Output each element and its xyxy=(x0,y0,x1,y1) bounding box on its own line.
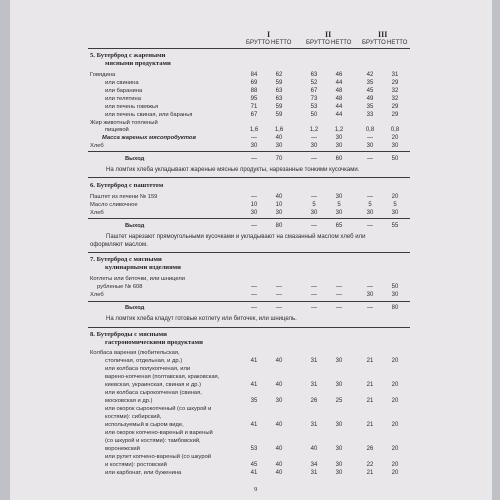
netto-header-2: НЕТТО xyxy=(331,40,352,46)
row-label: Выход xyxy=(125,156,145,162)
cell-2-brutto: 5 xyxy=(312,202,316,208)
cell-3-brutto: 21 xyxy=(366,398,374,404)
cell-2-brutto: 31 xyxy=(310,382,318,388)
cell-1-netto: 30 xyxy=(275,143,283,149)
row-label: Хлеб xyxy=(90,143,104,149)
section-8-title-line-2: гастрономическими продуктами xyxy=(105,339,203,346)
cell-3-netto: 20 xyxy=(391,398,399,404)
cell-1-netto: 70 xyxy=(275,156,283,162)
book-page xyxy=(10,0,492,500)
cell-3-brutto: 0,8 xyxy=(365,127,375,133)
cell-3-netto: 50 xyxy=(391,156,399,162)
row-label: Масса жареных мясопродуктов xyxy=(102,135,196,141)
section-6-title: 6. Бутерброд с паштетом xyxy=(90,182,164,189)
cell-2-netto: — xyxy=(336,284,342,290)
cell-1-netto: 40 xyxy=(275,422,283,428)
cell-1-brutto: 30 xyxy=(250,143,258,149)
cell-3-netto: 20 xyxy=(391,358,399,364)
cell-2-netto: 5 xyxy=(337,202,341,208)
section-rule xyxy=(88,327,410,328)
cell-3-netto: 0,8 xyxy=(390,127,400,133)
brutto-header-3: БРУТТО xyxy=(362,40,386,46)
cell-3-brutto: 33 xyxy=(366,112,374,118)
cell-3-netto: 20 xyxy=(391,462,399,468)
row-label: Выход xyxy=(125,305,145,311)
row-label: Хлеб xyxy=(90,292,104,298)
row-label: или окорок копчено-вареный и вареный xyxy=(105,430,213,436)
row-rule xyxy=(88,218,410,219)
row-label: киевская, украинская, свиная и др.) xyxy=(105,382,202,388)
cell-1-brutto: 1,6 xyxy=(249,127,259,133)
cell-1-brutto: — xyxy=(251,223,257,229)
cell-1-brutto: 41 xyxy=(250,422,258,428)
cell-1-brutto: — xyxy=(251,156,257,162)
cell-3-netto: 20 xyxy=(391,194,399,200)
cell-2-brutto: 53 xyxy=(310,104,318,110)
cell-1-netto: 59 xyxy=(275,112,283,118)
row-label: или печень говяжья xyxy=(105,104,159,110)
cell-3-netto: 31 xyxy=(391,72,399,78)
cell-3-brutto: 21 xyxy=(366,382,374,388)
cell-3-netto: 20 xyxy=(391,446,399,452)
cell-3-brutto: 30 xyxy=(366,292,374,298)
cell-1-netto: — xyxy=(276,284,282,290)
row-label: столичная, отдельная, и др.) xyxy=(105,358,183,364)
cell-3-brutto: 42 xyxy=(366,72,374,78)
cell-2-brutto: — xyxy=(311,223,317,229)
cell-1-brutto: — xyxy=(251,194,257,200)
cell-2-netto: 44 xyxy=(335,104,343,110)
netto-header-3: НЕТТО xyxy=(387,40,408,46)
cell-2-brutto: — xyxy=(311,194,317,200)
cell-3-netto: 29 xyxy=(391,104,399,110)
section-7-title-line-1: 7. Бутерброд с мясными xyxy=(90,256,162,263)
cell-3-brutto: — xyxy=(367,223,373,229)
netto-header-1: НЕТТО xyxy=(271,40,292,46)
cell-2-brutto: 31 xyxy=(310,358,318,364)
cell-3-brutto: 30 xyxy=(366,143,374,149)
cell-1-netto: 40 xyxy=(275,470,283,476)
row-label: используемый в сыром виде, xyxy=(105,422,184,428)
cell-2-brutto: 30 xyxy=(310,143,318,149)
cell-2-netto: 65 xyxy=(335,223,343,229)
table-row xyxy=(10,156,492,166)
cell-1-brutto: 71 xyxy=(250,104,258,110)
column-group-2: II xyxy=(325,30,332,39)
cell-3-netto: 50 xyxy=(391,284,399,290)
table-row xyxy=(10,223,492,233)
row-label: или окорок сырокопченый (со шкурой и xyxy=(105,406,212,412)
cell-3-netto: 32 xyxy=(391,88,399,94)
cell-2-brutto: — xyxy=(311,305,317,311)
cell-2-netto: 60 xyxy=(335,156,343,162)
row-label: пищевой xyxy=(105,127,129,133)
cell-1-brutto: — xyxy=(251,284,257,290)
row-label: или колбаса полукопченая, или xyxy=(105,366,191,372)
cell-2-brutto: 26 xyxy=(310,398,318,404)
cell-3-netto: 20 xyxy=(391,470,399,476)
cell-3-netto: 80 xyxy=(391,305,399,311)
cell-2-netto: 30 xyxy=(335,135,343,141)
table-row xyxy=(10,305,492,315)
cell-2-brutto: 30 xyxy=(310,210,318,216)
cell-2-brutto: 31 xyxy=(310,470,318,476)
cell-3-brutto: 22 xyxy=(366,462,374,468)
cell-2-netto: 44 xyxy=(335,80,343,86)
cell-2-brutto: 63 xyxy=(310,72,318,78)
cell-1-netto: 40 xyxy=(275,462,283,468)
cell-3-brutto: 21 xyxy=(366,470,374,476)
column-group-1: I xyxy=(267,30,271,39)
cell-1-netto: 63 xyxy=(275,96,283,102)
cell-3-brutto: 30 xyxy=(366,210,374,216)
cell-3-brutto: — xyxy=(367,194,373,200)
row-label: московская и др.) xyxy=(105,398,153,404)
cell-2-netto: 30 xyxy=(335,194,343,200)
cell-2-brutto: 73 xyxy=(310,96,318,102)
cell-2-netto: 30 xyxy=(335,382,343,388)
cell-1-brutto: 41 xyxy=(250,382,258,388)
cell-1-netto: 30 xyxy=(275,210,283,216)
cell-2-netto: 44 xyxy=(335,112,343,118)
cell-1-brutto: 53 xyxy=(250,446,258,452)
cell-2-brutto: — xyxy=(311,292,317,298)
cell-3-brutto: 45 xyxy=(366,88,374,94)
cell-1-netto: 62 xyxy=(275,72,283,78)
cell-1-brutto: 41 xyxy=(250,470,258,476)
cell-1-netto: 40 xyxy=(275,358,283,364)
cell-2-brutto: 52 xyxy=(310,80,318,86)
section-8-title-line-1: 8. Бутерброды с мясными xyxy=(90,331,167,338)
cell-1-brutto: — xyxy=(251,135,257,141)
cell-3-netto: 30 xyxy=(391,292,399,298)
section-5-note: На ломтик хлеба укладывают жареные мясные продукты, нарезанные тонкими кусочками. xyxy=(106,167,360,173)
cell-3-brutto: — xyxy=(367,284,373,290)
cell-1-brutto: 69 xyxy=(250,80,258,86)
row-label: костями): сибирский, xyxy=(105,414,162,420)
cell-3-netto: 29 xyxy=(391,80,399,86)
cell-2-netto: 46 xyxy=(335,72,343,78)
cell-1-netto: 59 xyxy=(275,80,283,86)
row-label: или свинина xyxy=(105,80,139,86)
row-label: или карбонат, или буженина xyxy=(105,470,182,476)
cell-3-brutto: — xyxy=(367,135,373,141)
cell-1-brutto: 30 xyxy=(250,210,258,216)
cell-3-netto: 30 xyxy=(391,143,399,149)
cell-1-brutto: 35 xyxy=(250,398,258,404)
row-rule xyxy=(88,301,410,302)
row-label: или рулет копчено-вареный (со шкурой xyxy=(105,454,212,460)
cell-3-brutto: — xyxy=(367,305,373,311)
cell-2-netto: 30 xyxy=(335,470,343,476)
cell-2-netto: 48 xyxy=(335,96,343,102)
cell-2-brutto: — xyxy=(311,135,317,141)
row-label: воронежский xyxy=(105,446,140,452)
cell-1-brutto: 10 xyxy=(250,202,258,208)
cell-2-netto: — xyxy=(336,305,342,311)
cell-2-brutto: 34 xyxy=(310,462,318,468)
column-headers xyxy=(10,0,492,50)
cell-1-netto: 1,6 xyxy=(274,127,284,133)
page-number: 9 xyxy=(254,486,258,493)
section-7-note: На ломтик хлеба кладут готовые котлету или биточек, или шницель. xyxy=(106,316,297,322)
row-label: Выход xyxy=(125,223,145,229)
cell-1-netto: — xyxy=(276,305,282,311)
section-6-note-line-2: оформляют маслом. xyxy=(90,242,148,248)
cell-1-netto: 63 xyxy=(275,88,283,94)
cell-2-netto: 25 xyxy=(335,398,343,404)
cell-1-brutto: — xyxy=(251,292,257,298)
row-rule xyxy=(88,151,410,152)
row-label: варено-копченая (полтавская, краковская, xyxy=(105,374,220,380)
row-label: Колбаса вареная (любительская, xyxy=(90,350,180,356)
cell-3-netto: 20 xyxy=(391,135,399,141)
section-6-note-line-1: Паштет нарезают прямоугольными кусочками и укладывают на смазанный маслом хлеб или xyxy=(106,234,366,240)
section-7-title-line-2: кулинарными изделиями xyxy=(105,264,181,271)
row-label: или баранина xyxy=(105,88,143,94)
section-rule xyxy=(88,252,410,253)
cell-3-brutto: 49 xyxy=(366,96,374,102)
cell-2-brutto: 40 xyxy=(310,446,318,452)
cell-2-netto: 30 xyxy=(335,446,343,452)
cell-3-netto: 29 xyxy=(391,112,399,118)
cell-3-netto: 20 xyxy=(391,422,399,428)
cell-1-brutto: — xyxy=(251,305,257,311)
cell-2-netto: 30 xyxy=(335,358,343,364)
row-label: рубленые № 608 xyxy=(97,284,143,290)
cell-2-brutto: 1,2 xyxy=(309,127,319,133)
cell-1-brutto: 95 xyxy=(250,96,258,102)
cell-1-netto: — xyxy=(276,292,282,298)
cell-3-brutto: 35 xyxy=(366,104,374,110)
cell-1-netto: 40 xyxy=(275,135,283,141)
row-label: Говядина xyxy=(90,72,116,78)
cell-3-brutto: 21 xyxy=(366,422,374,428)
row-label: и костями): ростовский xyxy=(105,462,167,468)
section-rule xyxy=(88,177,410,178)
cell-1-brutto: 41 xyxy=(250,358,258,364)
row-label: или печень свиная, или баранья xyxy=(105,112,193,118)
header-rule xyxy=(88,48,410,49)
row-label: или телятина xyxy=(105,96,141,102)
section-5-title-line-2: мясными продуктами xyxy=(105,60,171,67)
row-label: Паштет из печени № 159 xyxy=(90,194,158,200)
cell-1-netto: 59 xyxy=(275,104,283,110)
cell-2-netto: 30 xyxy=(335,210,343,216)
table-row xyxy=(10,470,492,480)
cell-1-netto: 40 xyxy=(275,382,283,388)
cell-1-brutto: 45 xyxy=(250,462,258,468)
cell-3-brutto: 21 xyxy=(366,358,374,364)
row-label: Хлеб xyxy=(90,210,104,216)
cell-2-brutto: 31 xyxy=(310,422,318,428)
cell-2-brutto: — xyxy=(311,156,317,162)
cell-1-netto: 40 xyxy=(275,194,283,200)
cell-3-netto: 32 xyxy=(391,96,399,102)
row-label: (со шкурой и костями): тамбовский, xyxy=(105,438,201,444)
section-5-title-line-1: 5. Бутерброд с жареными xyxy=(90,52,166,59)
cell-1-brutto: 84 xyxy=(250,72,258,78)
cell-2-netto: — xyxy=(336,292,342,298)
row-label: Жир животный топленый xyxy=(90,120,158,126)
cell-3-brutto: 5 xyxy=(368,202,372,208)
cell-2-brutto: — xyxy=(311,284,317,290)
cell-2-brutto: 50 xyxy=(310,112,318,118)
brutto-header-1: БРУТТО xyxy=(246,40,270,46)
cell-3-netto: 55 xyxy=(391,223,399,229)
cell-3-brutto: — xyxy=(367,156,373,162)
cell-1-netto: 40 xyxy=(275,446,283,452)
row-label: Котлеты или биточки, или шницели xyxy=(90,276,186,282)
cell-3-netto: 30 xyxy=(391,210,399,216)
column-group-3: III xyxy=(378,30,388,39)
cell-1-netto: 80 xyxy=(275,223,283,229)
cell-3-netto: 20 xyxy=(391,382,399,388)
cell-3-brutto: 26 xyxy=(366,446,374,452)
cell-1-netto: 30 xyxy=(275,398,283,404)
cell-2-netto: 30 xyxy=(335,462,343,468)
cell-2-netto: 30 xyxy=(335,143,343,149)
cell-1-brutto: 88 xyxy=(250,88,258,94)
cell-3-brutto: 35 xyxy=(366,80,374,86)
cell-2-netto: 30 xyxy=(335,422,343,428)
brutto-header-2: БРУТТО xyxy=(306,40,330,46)
cell-1-brutto: 67 xyxy=(250,112,258,118)
cell-2-netto: 1,2 xyxy=(334,127,344,133)
cell-2-netto: 48 xyxy=(335,88,343,94)
cell-1-netto: 10 xyxy=(275,202,283,208)
cell-2-brutto: 67 xyxy=(310,88,318,94)
cell-3-netto: 5 xyxy=(393,202,397,208)
row-label: или колбаса сырокопченая (свиная, xyxy=(105,390,202,396)
row-label: Масло сливочное xyxy=(90,202,138,208)
